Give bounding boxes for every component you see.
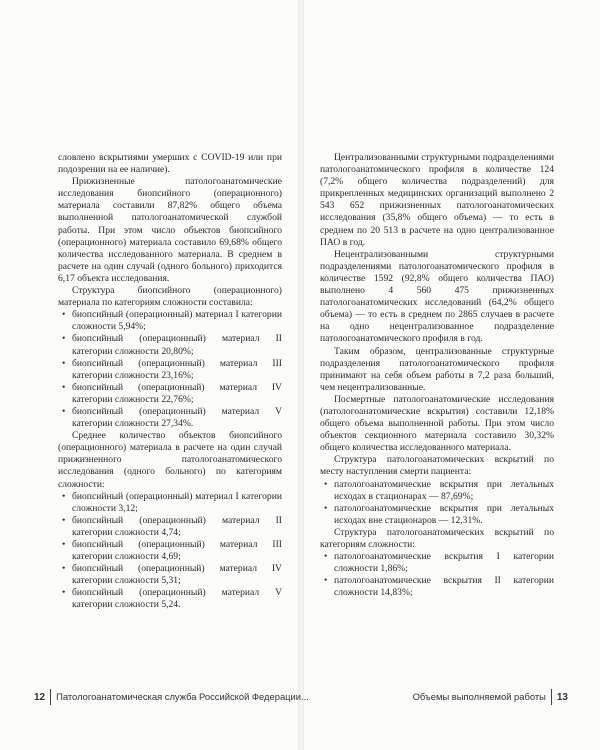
left-page-footer (34, 689, 309, 705)
list-item: • биопсийный (операционный) материал II категории сложности 4,74; (58, 515, 282, 539)
paragraph: Прижизненные патологоанатомические исследования биопсийного (операционного) материала составили 87,82% общего объема выполненной патологоанатомической службой работы. При этом число объектов биопсийного (операционного) материала составило 69,68% общего количества исследованного материала. В среднем в расчете на один случай (одного больного) приходится 6,17 объекта исследования. (58, 176, 282, 284)
left-page-column (58, 152, 282, 612)
paragraph: Структура биопсийного (операционного) материала по категориям сложности составила: (58, 285, 282, 309)
footer-divider (551, 689, 552, 705)
paragraph: Структура патологоанатомических вскрытий по месту наступления смерти пациента: (320, 454, 554, 478)
paragraph: Нецентрализованными структурными подразделениями патологоанатомического профиля в количестве 1592 (92,8% общего количества ПАО) выполнено 4 560 475 прижизненных патологоанатомических исследований (64,2% общего объема) — то есть в среднем по 2865 случаев в расчете на одно нецентрализованное подразделение патологоанатомического профиля в год. (320, 248, 554, 345)
list-item: • биопсийный (операционный) материал I категории сложности 5,94%; (58, 309, 282, 333)
book-spine-shadow (298, 0, 304, 750)
list-item: • биопсийный (операционный) материал V категории сложности 27,34%. (58, 406, 282, 430)
bullet-list (320, 551, 554, 599)
paragraph: Посмертные патологоанатомические исследования (патологоанатомические вскрытия) составили 12,18% общего объема выполненной работы. При этом число объектов секционного материала составило 30,32% общего количества исследованного материала. (320, 393, 554, 454)
paragraph: Таким образом, централизованные структурные подразделения патологоанатомического профиля принимают на себя объем работы в 7,2 раза больший, чем нецентрализованные. (320, 345, 554, 393)
footer-divider (50, 689, 51, 705)
list-item: • биопсийный (операционный) материал I категории сложности 3,12; (58, 491, 282, 515)
page-number: 12 (34, 692, 46, 703)
right-page-column (320, 152, 554, 599)
list-item: • биопсийный (операционный) материал V категории сложности 5,24. (58, 587, 282, 611)
list-item: • биопсийный (операционный) материал II категории сложности 20,80%; (58, 333, 282, 357)
paragraph: Структура патологоанатомических вскрытий по категориям сложности: (320, 526, 554, 550)
paragraph: Среднее количество объектов биопсийного (операционного) материала в расчете на один случай прижизненного патологоанатомического исследования (одного больного) по категориям сложности: (58, 430, 282, 490)
list-item: • биопсийный (операционный) материал III категории сложности 23,16%; (58, 358, 282, 382)
bullet-list (320, 479, 554, 527)
running-title: Объемы выполняемой работы (412, 691, 546, 702)
paragraph: Централизованными структурными подразделениями патологоанатомического профиля в количестве 124 (7,2% общего количества подразделений) для прикрепленных медицинских организаций выполнено 2 543 652 прижизненных патологоанатомических исследования (35,8% общего объема) — то есть в среднем по 20 513 в расчете на одно централизованное ПАО в год. (320, 152, 554, 248)
list-item: • патологоанатомические вскрытия при летальных исходах в стационарах — 87,69%; (320, 479, 554, 503)
paragraph: словлено вскрытиями умерших с COVID-19 или при подозрении на ее наличие). (58, 152, 282, 176)
right-page-footer (413, 689, 568, 705)
running-title: Патологоанатомическая служба Российской Федерации... (56, 691, 309, 702)
bullet-list (58, 491, 282, 612)
list-item: • биопсийный (операционный) материал IV категории сложности 22,76%; (58, 382, 282, 406)
page-number: 13 (556, 692, 568, 703)
list-item: • патологоанатомические вскрытия при летальных исходах вне стационаров — 12,31%. (320, 503, 554, 527)
list-item: • патологоанатомические вскрытия I категории сложности 1,86%; (320, 551, 554, 575)
list-item: • биопсийный (операционный) материал IV категории сложности 5,31; (58, 563, 282, 587)
list-item: • патологоанатомические вскрытия II категории сложности 14,83%; (320, 575, 554, 599)
list-item: • биопсийный (операционный) материал III категории сложности 4,69; (58, 539, 282, 563)
bullet-list (58, 309, 282, 430)
